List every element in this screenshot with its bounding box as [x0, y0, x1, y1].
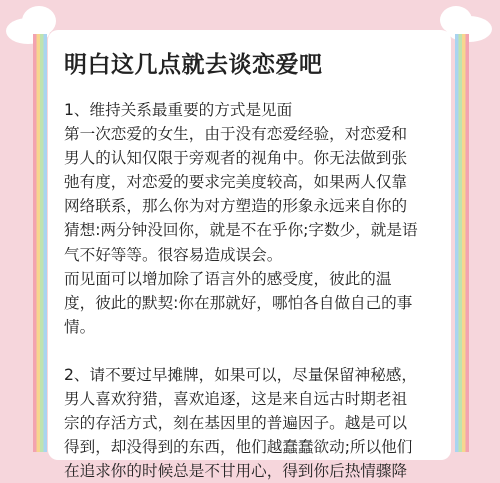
body-line: 弛有度，对恋爱的要求完美度较高，如果两人仅靠: [64, 173, 408, 192]
body-line: 第一次恋爱的女生，由于没有恋爱经验，对恋爱和: [64, 125, 408, 144]
paragraph-gap: [64, 339, 436, 363]
body-line: 得到，却没得到的东西，他们越蠢蠢欲动;所以他们: [64, 438, 413, 457]
section-heading: 2、请不要过早摊牌，如果可以，尽量保留神秘感，: [64, 365, 417, 384]
rainbow-border-right: [455, 34, 469, 452]
body-line: 男人喜欢狩猎，喜欢追逐，这是来自远古时期老祖: [64, 390, 408, 409]
rainbow-border-left: [33, 34, 47, 452]
article-body: [64, 98, 436, 483]
body-line: 气不好等等。很容易造成误会。: [64, 245, 283, 264]
body-line: 猜想:两分钟没回你，就是不在乎你;字数少，就是语: [64, 221, 418, 240]
section-heading: 1、维持关系最重要的方式是见面: [64, 101, 293, 119]
body-line: 情。: [64, 317, 96, 336]
body-line: 在追求你的时候总是不甘用心，得到你后热情骤降: [64, 462, 408, 481]
body-line: 而见面可以增加除了语言外的感受度，彼此的温: [64, 269, 392, 288]
article-title: 明白这几点就去谈恋爱吧: [64, 52, 323, 78]
body-line: 宗的存活方式，刻在基因里的普遍因子。越是可以: [64, 414, 408, 433]
body-line: 男人的认知仅限于旁观者的视角中。你无法做到张: [64, 149, 408, 168]
body-line: 网络联系，那么你为对方塑造的形象永远来自你的: [64, 197, 408, 216]
body-line: 度，彼此的默契:你在那就好，哪怕各自做自己的事: [64, 293, 413, 312]
